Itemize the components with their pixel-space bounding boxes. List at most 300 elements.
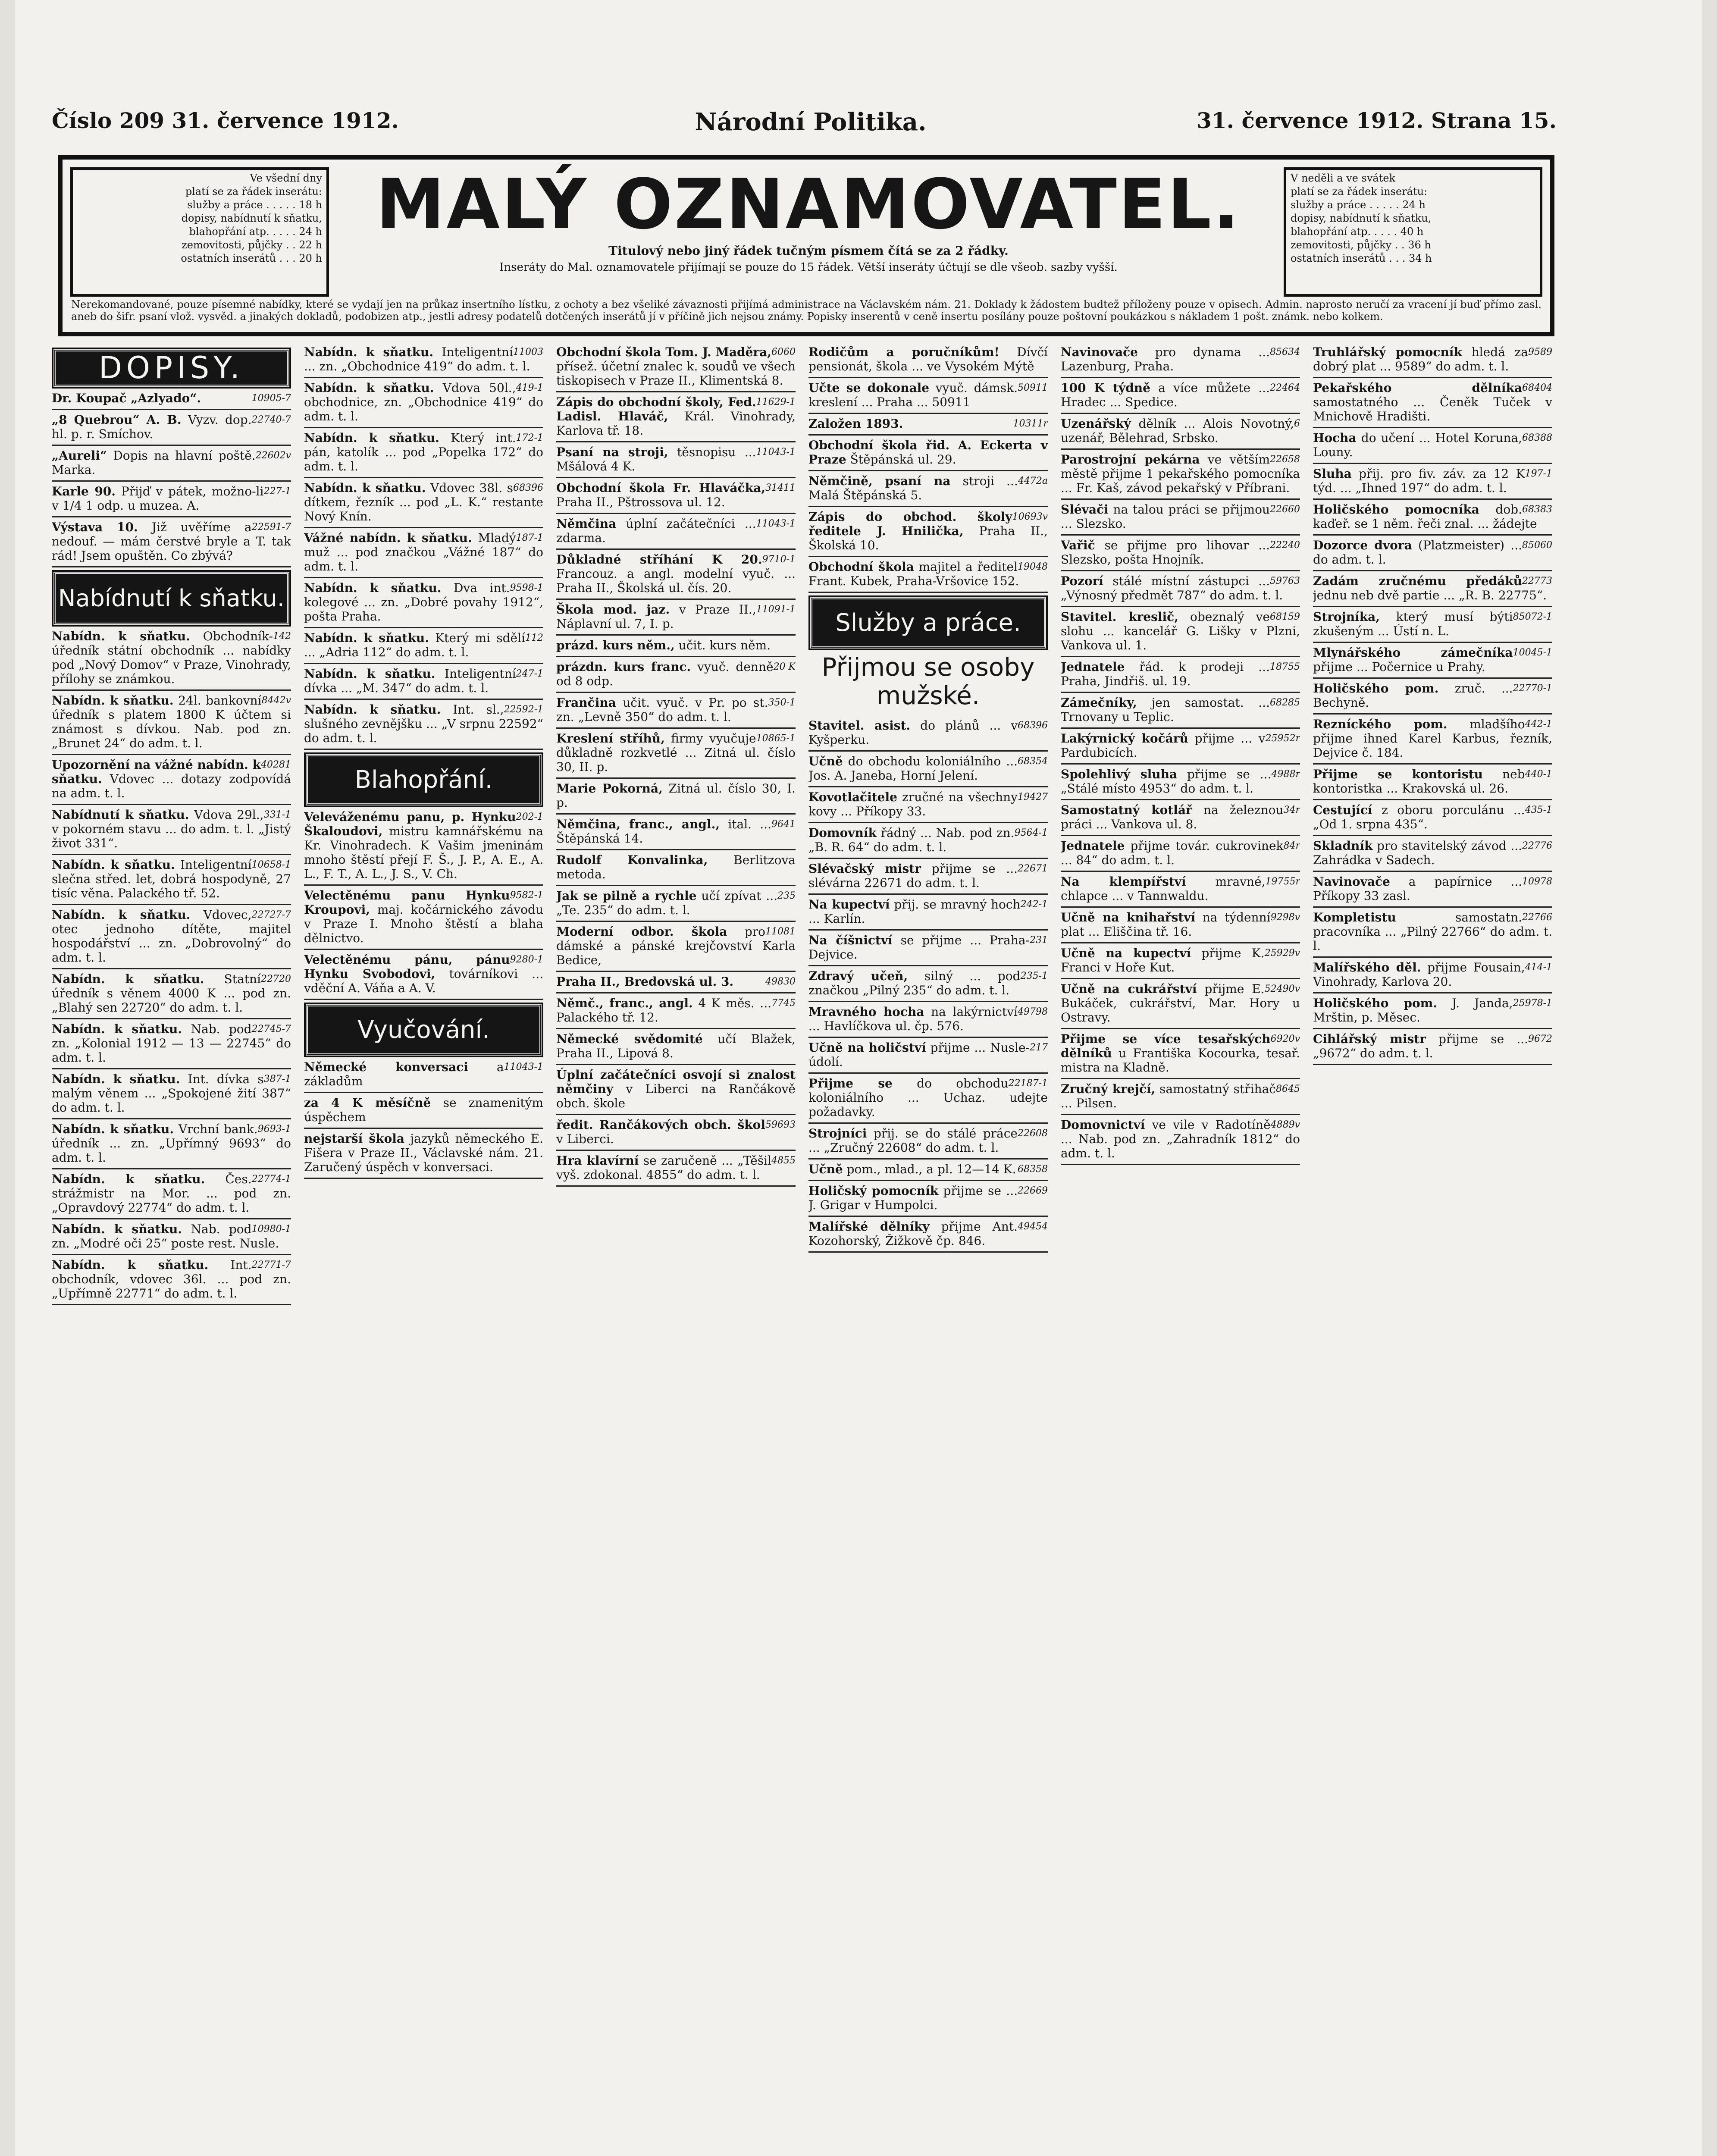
column-2 bbox=[304, 345, 543, 2156]
ad-number: 387-1 bbox=[263, 1074, 291, 1084]
ad-divider bbox=[1061, 413, 1300, 414]
rate-line: služby a práce . . . . . 18 h bbox=[187, 199, 322, 211]
ad-number: 419-1 bbox=[516, 382, 543, 393]
classified-ad bbox=[304, 531, 543, 573]
classified-ad bbox=[808, 381, 1048, 409]
classified-ad bbox=[808, 510, 1048, 552]
ad-divider bbox=[808, 592, 1048, 593]
ad-divider bbox=[304, 377, 543, 378]
ad-divider bbox=[808, 965, 1048, 966]
ad-divider bbox=[1061, 656, 1300, 657]
ad-body: Čes. strážmistr na Mor. ... pod zn. „Opravdový 22774“ do adm. t. l. bbox=[52, 1172, 291, 1215]
ad-heading: Nabídn. k sňatku. bbox=[52, 693, 174, 708]
ad-number: 440-1 bbox=[1525, 769, 1552, 780]
ad-divider bbox=[304, 1092, 543, 1093]
ad-divider bbox=[808, 506, 1048, 507]
ad-number: 68354 bbox=[1018, 756, 1048, 767]
ad-divider bbox=[1313, 1064, 1552, 1065]
ad-number: 22776 bbox=[1522, 840, 1552, 851]
classified-ad bbox=[556, 1032, 796, 1060]
ad-divider bbox=[556, 477, 796, 478]
ad-divider bbox=[1313, 1028, 1552, 1029]
ad-body: Který int. pán, katolík ... pod „Popelka 172“ do adm. t. l. bbox=[304, 431, 543, 473]
ad-number: 68383 bbox=[1522, 504, 1552, 515]
ad-heading: Německé konversaci bbox=[304, 1060, 468, 1074]
ad-divider bbox=[304, 427, 543, 428]
ad-body: do učení ... Hotel Koruna, Louny. bbox=[1313, 431, 1522, 459]
ad-number: 6060 bbox=[771, 347, 796, 357]
ad-body: přijme K. Franci v Hoře Kut. bbox=[1061, 946, 1265, 975]
ad-heading: Kompletistu bbox=[1313, 910, 1396, 924]
ad-body: Vyzv. dop. hl. p. r. Smíchov. bbox=[52, 413, 252, 441]
ad-divider bbox=[1313, 677, 1552, 679]
ad-body: neb kontoristka ... Krakovská ul. 26. bbox=[1313, 767, 1525, 796]
classified-ad bbox=[1313, 681, 1552, 710]
classified-ad bbox=[1061, 502, 1300, 531]
ad-body: Vdovec ... dotazy zodpovídá na adm. t. l. bbox=[52, 772, 291, 800]
ad-body: silný ... pod značkou „Pilný 235“ do adm. t. l. bbox=[808, 969, 1021, 997]
ad-heading: Učně bbox=[808, 754, 843, 768]
ad-divider bbox=[808, 929, 1048, 931]
ad-number: 9280-1 bbox=[510, 954, 543, 965]
ad-body: dělník ... Alois Novotný, uzenář, Bělehrad, Srbsko. bbox=[1061, 417, 1294, 445]
section-dopisy: DOPISY. bbox=[53, 349, 289, 387]
ad-heading: Truhlářský pomocník bbox=[1313, 345, 1462, 359]
ad-heading: Obchodní škola bbox=[808, 560, 914, 574]
ad-body: Inteligentní dívka ... „M. 347“ do adm. t. l. bbox=[304, 667, 516, 695]
ad-number: 50911 bbox=[1018, 382, 1048, 393]
masthead-fine-print: Nerekomandované, pouze písemné nabídky, které se vydají jen na průkaz insertního lístku, z ochoty a bez všeliké závaznosti přijímá administrace na Václavském nám. 21. Doklady k žádostem budtež příloženy pouze v opisech. Admin. naprosto neručí za vracení jí buď přímo zasl. aneb do šifr. psaní vlož. vysvěd. a jinakých dokladů, podobizen atp., jestli adresy podatelů dotčených inserátů jí v příčině jich nejsou známy. Popisky inserentů v ceně insertu posílány pouze poštovní poukázkou s nákladem 1 pošt. známk. nebo kolkem. bbox=[71, 298, 1542, 323]
ad-divider bbox=[808, 1180, 1048, 1181]
ad-heading: Hocha bbox=[1313, 431, 1357, 445]
ad-body: Obchodník-úředník státní obchodník ... nabídky pod „Nový Domov“ v Praze, Vinohrady, přílohy se známkou. bbox=[52, 629, 291, 686]
ad-body: Vdovec 38l. s dítkem, řezník ... pod „L. K.“ restante Nový Knín. bbox=[304, 481, 543, 523]
ad-divider bbox=[808, 434, 1048, 436]
ad-divider bbox=[1313, 992, 1552, 993]
ad-number: 10865-1 bbox=[756, 733, 796, 744]
classified-ad bbox=[52, 1222, 291, 1250]
classified-ad bbox=[304, 667, 543, 695]
ad-heading: Pozorí bbox=[1061, 574, 1103, 588]
classified-ad bbox=[304, 345, 543, 373]
classified-ad bbox=[304, 481, 543, 523]
classified-ad bbox=[808, 862, 1048, 890]
ad-heading: Skladník bbox=[1313, 839, 1373, 853]
ad-heading: Spolehlivý sluha bbox=[1061, 767, 1178, 781]
ad-divider bbox=[1061, 498, 1300, 500]
ad-divider bbox=[808, 750, 1048, 752]
ad-body: Vdova 29l., v pokorném stavu ... do adm. t. l. „Jistý život 331“. bbox=[52, 808, 291, 850]
classified-ad bbox=[1061, 731, 1300, 760]
ad-heading: Zámečníky, bbox=[1061, 696, 1137, 710]
ad-heading: 100 K týdně bbox=[1061, 381, 1150, 395]
ad-heading: Cestující bbox=[1313, 803, 1372, 817]
ad-heading: Dozorce dvora bbox=[1313, 538, 1412, 552]
ad-number: 22773 bbox=[1522, 576, 1552, 586]
ad-number: 242-1 bbox=[1020, 899, 1048, 910]
classified-ad bbox=[1313, 467, 1552, 495]
classified-ad bbox=[808, 1005, 1048, 1033]
ad-body: majitel a ředitel Frant. Kubek, Praha-Vršovice 152. bbox=[808, 560, 1019, 588]
classified-ad bbox=[1313, 839, 1552, 867]
ad-body: Nab. pod zn. „Modré oči 25“ poste rest. Nusle. bbox=[52, 1222, 279, 1250]
rate-line: platí se za řádek inserátu: bbox=[185, 185, 322, 197]
classified-ad bbox=[1313, 717, 1552, 760]
ad-body: Int. obchodník, vdovec 36l. ... pod zn. „Upřímně 22771“ do adm. t. l. bbox=[52, 1258, 291, 1300]
ad-divider bbox=[1061, 534, 1300, 536]
ad-heading: Nabídn. k sňatku. bbox=[52, 1072, 180, 1086]
ad-body: 24l. bankovní úředník s platem 1800 K účtem si známost s dívkou. Nab. pod zn. „Brunet 24“ do adm. t. l. bbox=[52, 693, 291, 750]
ad-body: Již uvěříme a nedouf. — mám čerstvé bryle a T. tak rád! Jsem opuštěn. Co zbývá? bbox=[52, 520, 291, 563]
ad-heading: Karle 90. bbox=[52, 484, 116, 498]
classified-ad bbox=[1313, 1032, 1552, 1060]
classified-ad bbox=[556, 552, 796, 595]
ad-heading: Učte se dokonale bbox=[808, 381, 930, 395]
ad-heading: Velectěnému panu Hynku Kroupovi, bbox=[304, 888, 510, 917]
ad-number: 10311r bbox=[1013, 418, 1048, 429]
ad-divider bbox=[1061, 978, 1300, 979]
ad-number: 235-1 bbox=[1020, 971, 1048, 981]
ad-heading: Samostatný kotlář bbox=[1061, 803, 1192, 817]
classified-ad bbox=[556, 853, 796, 881]
ad-body: a základům bbox=[304, 1060, 504, 1088]
ad-heading: Jednatele bbox=[1061, 660, 1125, 674]
ad-body: ve vile v Radotíně ... Nab. pod zn. „Zahradník 1812“ do adm. t. l. bbox=[1061, 1118, 1300, 1160]
ad-number: 49454 bbox=[1018, 1221, 1048, 1232]
ad-divider bbox=[1313, 498, 1552, 500]
ad-body: jazyků německého E. Fišera v Praze II., Václavské nám. 21. Zaručený úspěch v konversaci. bbox=[304, 1131, 543, 1174]
ad-divider bbox=[52, 1118, 291, 1119]
ad-divider bbox=[304, 884, 543, 886]
ad-body: přijme se ... slévárna 22671 do adm. t. l. bbox=[808, 862, 1018, 890]
section-title: Služby a práce. bbox=[835, 609, 1021, 637]
ad-divider bbox=[1061, 1164, 1300, 1165]
ad-heading: Rezníckého pom. bbox=[1313, 717, 1448, 731]
ad-body: na lakýrnictví ... Havlíčkova ul. čp. 576. bbox=[808, 1005, 1018, 1033]
ad-divider bbox=[304, 999, 543, 1000]
ad-number: 8645 bbox=[1276, 1084, 1300, 1094]
ad-divider bbox=[1061, 799, 1300, 800]
ad-body: do obchodu koloniálního ... Jos. A. Janeba, Horní Jelení. bbox=[808, 754, 1018, 783]
ad-body: pro dámské a pánské krejčovství Karla Bedice, bbox=[556, 924, 796, 967]
ad-divider bbox=[1061, 1028, 1300, 1029]
ad-heading: Vážné nabídn. k sňatku. bbox=[304, 531, 472, 545]
classified-ad bbox=[52, 808, 291, 850]
classified-ad bbox=[52, 448, 291, 477]
ad-number: 49830 bbox=[765, 976, 796, 987]
ad-number: 197-1 bbox=[1525, 468, 1552, 479]
classified-ad bbox=[304, 702, 543, 745]
ad-body: Int. sl., slušného zevnějšku ... „V srpnu 22592“ do adm. t. l. bbox=[304, 702, 543, 745]
ad-heading: Přijme se kontoristu bbox=[1313, 767, 1483, 781]
ad-number: 231 bbox=[1030, 935, 1048, 946]
masthead-box bbox=[58, 155, 1554, 336]
ad-body: ve větším městě přijme 1 pekařského pomocníka ... Fr. Kaš, závod pekařský v Příbrani. bbox=[1061, 452, 1300, 495]
ad-number: 10978 bbox=[1522, 876, 1552, 887]
ad-divider bbox=[556, 992, 796, 993]
ad-divider bbox=[808, 893, 1048, 895]
ad-body: úplní začátečníci ... zdarma. bbox=[556, 517, 756, 545]
rate-line: blahopřání atp. . . . . 24 h bbox=[189, 226, 322, 238]
ad-number: 10693v bbox=[1012, 511, 1048, 522]
ad-divider bbox=[556, 777, 796, 779]
ad-heading: Na kupectví bbox=[808, 897, 890, 912]
ad-number: 34r bbox=[1283, 805, 1300, 815]
ad-number: 68396 bbox=[1018, 720, 1048, 731]
ad-number: 22602v bbox=[255, 450, 291, 461]
ad-body: v Liberci na Rančákově obch. škole bbox=[556, 1082, 796, 1110]
ad-heading: prázd. kurs něm., bbox=[556, 638, 675, 652]
ad-divider bbox=[1061, 942, 1300, 943]
ad-body: Vdova 50l., obchodnice, zn. „Obchodnice 419“ do adm. t. l. bbox=[304, 381, 543, 423]
ad-number: 22464 bbox=[1270, 382, 1300, 393]
ad-number: 22770-1 bbox=[1513, 683, 1552, 694]
ad-number: 68285 bbox=[1270, 697, 1300, 708]
ad-heading: „8 Quebrou“ A. B. bbox=[52, 413, 182, 427]
ad-heading: Jednatele bbox=[1061, 839, 1125, 853]
ad-heading: Založen 1893. bbox=[808, 417, 903, 431]
ad-body: Praha II., Pštrossova ul. 12. bbox=[556, 495, 725, 509]
ad-heading: Kovotlačitele bbox=[808, 790, 897, 804]
classified-ad bbox=[808, 1040, 1048, 1069]
ad-heading: Zápis do obchod. školy ředitele J. Hnilička, bbox=[808, 510, 1012, 538]
ad-divider bbox=[1313, 835, 1552, 836]
classified-ad bbox=[1061, 696, 1300, 724]
rate-line: platí se za řádek inserátu: bbox=[1291, 185, 1428, 197]
ad-heading: Nabídn. k sňatku. bbox=[304, 631, 429, 645]
ad-divider bbox=[1061, 906, 1300, 908]
classified-ad bbox=[556, 924, 796, 967]
ad-body: Int. dívka s malým věnem ... „Spokojené žití 387“ do adm. t. l. bbox=[52, 1072, 291, 1115]
classified-ad bbox=[304, 631, 543, 659]
ad-divider bbox=[556, 971, 796, 972]
classified-ad bbox=[304, 1096, 543, 1124]
ad-divider bbox=[52, 445, 291, 446]
ad-heading: Přijme se bbox=[808, 1076, 893, 1091]
ad-heading: Veleváženému panu, p. Hynku Škaloudovi, bbox=[304, 810, 516, 838]
ad-divider bbox=[808, 786, 1048, 787]
ad-body: J. Janda, Mrštin, p. Měsec. bbox=[1313, 996, 1513, 1025]
section-title: Blahopřání. bbox=[354, 766, 493, 794]
ad-number: 19048 bbox=[1018, 561, 1048, 572]
ad-number: 9598-1 bbox=[510, 583, 543, 593]
ad-heading: Pekařského dělníka bbox=[1313, 381, 1522, 395]
ad-body: Inteligentní ... zn. „Obchodnice 419“ do adm. t. l. bbox=[304, 345, 530, 373]
ad-number: 4472a bbox=[1018, 476, 1048, 486]
ad-divider bbox=[304, 949, 543, 950]
ad-divider bbox=[808, 1037, 1048, 1038]
ad-heading: Rodičům a poručníkům! bbox=[808, 345, 999, 359]
ad-number: 9693-1 bbox=[257, 1124, 291, 1134]
section-sluzby bbox=[810, 597, 1046, 649]
ad-heading: Malířského děl. bbox=[1313, 960, 1421, 975]
ad-divider bbox=[808, 1072, 1048, 1074]
classified-ad bbox=[1313, 502, 1552, 531]
classified-ad bbox=[1061, 767, 1300, 796]
ad-heading: Nabídn. k sňatku. bbox=[52, 1022, 182, 1036]
classified-ad bbox=[52, 484, 291, 513]
ad-divider bbox=[556, 692, 796, 693]
ad-divider bbox=[52, 1018, 291, 1019]
ad-divider bbox=[304, 477, 543, 478]
ad-heading: za 4 K měsíčně bbox=[304, 1096, 431, 1110]
rate-line: V neděli a ve svátek bbox=[1291, 172, 1396, 184]
ad-heading: Obchodní škola Tom. J. Maděra, bbox=[556, 345, 771, 359]
classified-ad bbox=[808, 1126, 1048, 1155]
ad-body: přij. pro fiv. záv. za 12 K týd. ... „Ihned 197“ do adm. t. l. bbox=[1313, 467, 1525, 495]
ad-body: továrníkovi ... vděční A. Váňa a A. V. bbox=[304, 967, 543, 995]
classified-ad bbox=[1061, 381, 1300, 409]
ad-heading: Psaní na stroji, bbox=[556, 445, 668, 459]
ad-heading: Velectěnému pánu, pánu Hynku Svobodovi, bbox=[304, 953, 510, 981]
ad-number: 11043-1 bbox=[756, 447, 796, 458]
ad-number: 9641 bbox=[771, 819, 796, 830]
ad-number: 247-1 bbox=[516, 668, 543, 679]
classified-ad bbox=[1061, 803, 1300, 831]
classified-ad bbox=[52, 908, 291, 965]
ad-number: 11043-1 bbox=[504, 1062, 543, 1072]
ad-divider bbox=[304, 699, 543, 700]
ad-divider bbox=[304, 663, 543, 664]
ad-body: se znamenitým úspěchem bbox=[304, 1096, 543, 1124]
ad-body: Dívčí pensionát, škola ... ve Vysokém Mýtě bbox=[808, 345, 1048, 373]
ad-number: 414-1 bbox=[1525, 962, 1552, 973]
ad-number: 10980-1 bbox=[251, 1224, 291, 1235]
ad-body: do plánů ... v Kyšperku. bbox=[808, 718, 1018, 747]
ad-divider bbox=[556, 656, 796, 657]
ad-divider bbox=[52, 804, 291, 805]
classified-ad bbox=[1061, 946, 1300, 975]
classified-ad bbox=[808, 718, 1048, 747]
classified-ad bbox=[1313, 960, 1552, 989]
classified-ad bbox=[556, 517, 796, 545]
ad-number: 68396 bbox=[513, 483, 543, 493]
ad-heading: Marie Pokorná, bbox=[556, 781, 663, 796]
ad-heading: Moderní odbor. škola bbox=[556, 924, 727, 939]
ad-body: hledá za dobrý plat ... 9589“ do adm. t. l. bbox=[1313, 345, 1528, 373]
ad-heading: Zdravý učeň, bbox=[808, 969, 908, 983]
ad-divider bbox=[1061, 606, 1300, 607]
ad-heading: Učně na knihařství bbox=[1061, 910, 1196, 924]
ad-body: Statní úředník s věnem 4000 K ... pod zn. „Blahý sen 22720“ do adm. t. l. bbox=[52, 972, 291, 1015]
classified-ad bbox=[808, 933, 1048, 962]
ad-number: 11043-1 bbox=[756, 518, 796, 529]
ad-divider bbox=[556, 1150, 796, 1151]
section-nabidnuti: Nabídnutí k sňatku. bbox=[53, 572, 289, 625]
ad-divider bbox=[1313, 427, 1552, 428]
ad-number: 22658 bbox=[1270, 454, 1300, 465]
ad-body: přijme ... Počernice u Prahy. bbox=[1313, 660, 1485, 674]
ad-number: 40281 bbox=[261, 759, 291, 770]
ad-heading: Dr. Koupač „Azlyado“. bbox=[52, 391, 201, 405]
classified-ad bbox=[808, 560, 1048, 588]
ad-heading: Úplní začátečníci osvojí si znalost němčiny bbox=[556, 1068, 796, 1096]
ad-number: 11081 bbox=[765, 926, 796, 937]
ad-heading: Praha II., Bredovská ul. 3. bbox=[556, 975, 734, 989]
ad-body: a papírnice ... Příkopy 33 zasl. bbox=[1313, 874, 1522, 903]
classified-ad bbox=[52, 1072, 291, 1115]
ad-number: 20 K bbox=[773, 661, 796, 672]
classified-ad bbox=[808, 417, 1048, 431]
column-1 bbox=[52, 345, 291, 2156]
ad-heading: Uzenářský bbox=[1061, 417, 1131, 431]
ad-number: 22671 bbox=[1018, 863, 1048, 874]
classified-ad bbox=[1061, 574, 1300, 602]
ad-divider bbox=[52, 1218, 291, 1219]
page-edge-left bbox=[0, 0, 15, 2156]
ad-number: 172-1 bbox=[516, 432, 543, 443]
ad-heading: Vařič bbox=[1061, 538, 1095, 552]
classified-ad bbox=[304, 953, 543, 995]
classified-ad bbox=[304, 888, 543, 945]
ad-number: 25978-1 bbox=[1513, 998, 1552, 1009]
ad-heading: Nabídn. k sňatku. bbox=[304, 581, 442, 595]
ad-number: 22727-7 bbox=[251, 909, 291, 920]
classified-ad bbox=[1061, 417, 1300, 445]
ad-divider bbox=[1313, 606, 1552, 607]
ad-divider bbox=[808, 1216, 1048, 1217]
ad-number: 9564-1 bbox=[1014, 827, 1048, 838]
ad-body: Štěpánská ul. 29. bbox=[850, 452, 956, 467]
classified-ad bbox=[1061, 1082, 1300, 1110]
ad-body: (Platzmeister) ... do adm. t. l. bbox=[1313, 538, 1522, 567]
ad-body: vyuč. dámsk. kreslení ... Praha ... 50911 bbox=[808, 381, 1018, 409]
ad-divider bbox=[52, 754, 291, 755]
ad-body: samostatný střihač ... Pilsen. bbox=[1061, 1082, 1276, 1110]
ad-heading: Nabídn. k sňatku. bbox=[304, 381, 434, 395]
ad-divider bbox=[556, 885, 796, 886]
ad-heading: Zručný krejčí, bbox=[1061, 1082, 1156, 1096]
ad-heading: Nabídn. k sňatku. bbox=[52, 908, 191, 922]
ad-heading: Slévači bbox=[1061, 502, 1109, 517]
column-5 bbox=[1061, 345, 1300, 2156]
ad-number: 217 bbox=[1030, 1042, 1048, 1053]
ad-number: 142 bbox=[273, 631, 291, 642]
ad-heading: Nabídn. k sňatku. bbox=[52, 972, 204, 986]
page-header bbox=[52, 108, 1557, 138]
ad-body: dob. kaďeř. se 1 něm. řeči znal. ... žádejte bbox=[1313, 502, 1537, 531]
section-title: Vyučování. bbox=[357, 1016, 490, 1044]
ad-heading: Holičského pomocníka bbox=[1313, 502, 1479, 517]
ad-body: do obchodu koloniálního ... Uchaz. udejte požadavky. bbox=[808, 1076, 1048, 1119]
ad-divider bbox=[1061, 377, 1300, 378]
ad-heading: Důkladné stříhání K 20. bbox=[556, 552, 762, 567]
ad-body: přijme Ant. Kozohorský, Žižkově čp. 846. bbox=[808, 1219, 1018, 1248]
ad-heading: Na klempířství bbox=[1061, 874, 1186, 889]
ad-body: se přijme ... Praha-Dejvice. bbox=[808, 933, 1030, 962]
classified-ad bbox=[556, 1153, 796, 1182]
classified-ad bbox=[52, 758, 291, 800]
ad-heading: Škola mod. jaz. bbox=[556, 602, 670, 617]
ad-divider bbox=[1061, 727, 1300, 729]
ad-divider bbox=[1313, 763, 1552, 765]
ad-body: přijme továr. cukrovinek ... 84“ do adm. t. l. bbox=[1061, 839, 1284, 867]
ad-heading: Němčině, psaní na bbox=[808, 474, 951, 488]
ad-heading: Nabídn. k sňatku. bbox=[52, 1172, 205, 1186]
classified-ad bbox=[1313, 646, 1552, 674]
ad-body: na talou práci se přijmou ... Slezsko. bbox=[1061, 502, 1270, 531]
classified-ad bbox=[1313, 874, 1552, 903]
issue-number: Číslo 209 31. července 1912. bbox=[52, 108, 399, 133]
ad-divider bbox=[808, 1251, 1048, 1253]
ad-heading: Hra klavírní bbox=[556, 1153, 639, 1168]
ad-body: přijme se ... „Stálé místo 4953“ do adm. t. l. bbox=[1061, 767, 1272, 796]
classified-ad bbox=[1061, 345, 1300, 373]
classified-ad bbox=[556, 696, 796, 724]
ad-number: 22745-7 bbox=[251, 1024, 291, 1034]
ad-number: 350-1 bbox=[768, 697, 796, 708]
ad-divider bbox=[1313, 871, 1552, 872]
